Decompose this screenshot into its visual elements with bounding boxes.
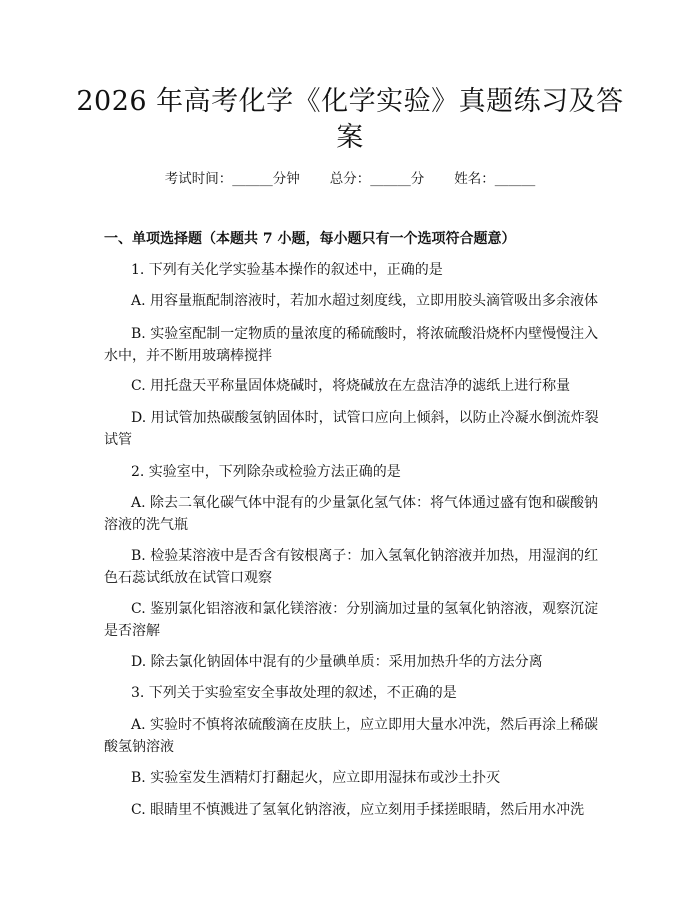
question-1-option-b-cont: 水中，并不断用玻璃棒搅拌 (104, 348, 272, 364)
document-title-line-2: 案 (336, 122, 364, 153)
section-heading: 一、单项选择题（本题共 7 小题，每小题只有一个选项符合题意） (104, 231, 516, 247)
question-2-option-c: C. 鉴别氯化铝溶液和氯化镁溶液：分别滴加过量的氢氧化钠溶液，观察沉淀 (131, 601, 599, 617)
question-2-option-b-cont: 色石蕊试纸放在试管口观察 (104, 570, 272, 586)
question-1-stem: 1. 下列有关化学实验基本操作的叙述中，正确的是 (131, 262, 443, 278)
question-1-option-d: D. 用试管加热碳酸氢钠固体时，试管口应向上倾斜，以防止冷凝水倒流炸裂 (131, 410, 599, 426)
question-1-option-d-cont: 试管 (104, 432, 132, 448)
question-1-option-c: C. 用托盘天平称量固体烧碱时，将烧碱放在左盘洁净的滤纸上进行称量 (131, 378, 571, 394)
question-2-option-d: D. 除去氯化钠固体中混有的少量碘单质：采用加热升华的方法分离 (131, 654, 543, 670)
student-name-field: 姓名：______ (454, 171, 536, 187)
question-3-option-a-cont: 酸氢钠溶液 (104, 739, 174, 755)
total-score-field: 总分：______分 (329, 171, 425, 187)
question-3-option-a: A. 实验时不慎将浓硫酸滴在皮肤上，应立即用大量水冲洗，然后再涂上稀碳 (131, 717, 599, 733)
question-2-option-b: B. 检验某溶液中是否含有铵根离子：加入氢氧化钠溶液并加热，用湿润的红 (131, 548, 599, 564)
question-2-option-a: A. 除去二氧化碳气体中混有的少量氯化氢气体：将气体通过盛有饱和碳酸钠 (131, 495, 599, 511)
question-3-option-b: B. 实验室发生酒精灯打翻起火，应立即用湿抹布或沙土扑灭 (131, 770, 501, 786)
question-1-option-b: B. 实验室配制一定物质的量浓度的稀硫酸时，将浓硫酸沿烧杯内壁慢慢注入 (131, 326, 599, 342)
question-3-stem: 3. 下列关于实验室安全事故处理的叙述，不正确的是 (131, 685, 457, 701)
document-title-line-1: 2026 年高考化学《化学实验》真题练习及答 (76, 86, 624, 117)
question-2-option-c-cont: 是否溶解 (104, 623, 160, 639)
question-1-option-a: A. 用容量瓶配制溶液时，若加水超过刻度线，立即用胶头滴管吸出多余液体 (131, 293, 599, 309)
exam-meta (0, 170, 700, 188)
question-2-stem: 2. 实验室中，下列除杂或检验方法正确的是 (131, 464, 401, 480)
question-2-option-a-cont: 溶液的洗气瓶 (104, 517, 188, 533)
exam-time-field: 考试时间：______分钟 (164, 171, 300, 187)
question-3-option-c: C. 眼睛里不慎溅进了氢氧化钠溶液，应立刻用手揉搓眼睛，然后用水冲洗 (131, 802, 585, 818)
